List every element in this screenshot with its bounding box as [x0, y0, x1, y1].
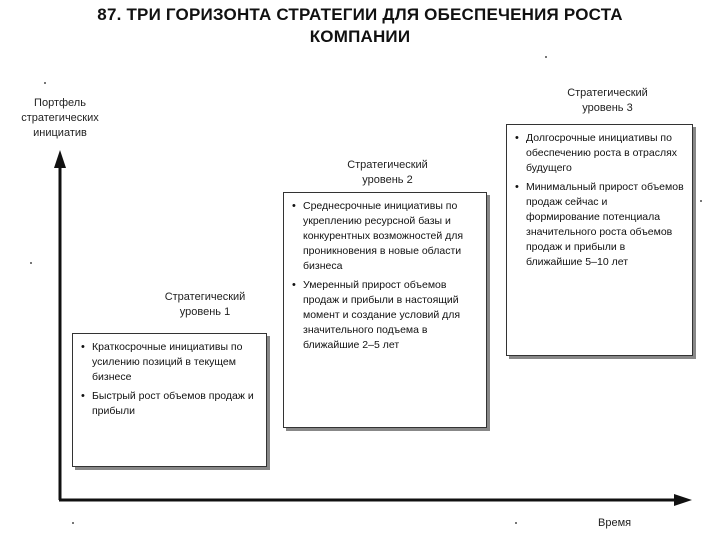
level-3-label-line: уровень 3 — [582, 102, 633, 114]
x-axis-arrow — [674, 494, 692, 506]
scan-speck — [515, 522, 517, 524]
level-1-label-line: уровень 1 — [179, 306, 231, 318]
level-3-label — [525, 86, 690, 116]
scan-speck — [545, 56, 547, 58]
level-1-label-line: Стратегический — [164, 291, 246, 303]
scan-speck — [700, 200, 702, 202]
level-3-item: • Долгосрочные инициативы по обеспечению роста в отраслях будущего — [515, 131, 684, 176]
title-line-1: 87. ТРИ ГОРИЗОНТА СТРАТЕГИИ ДЛЯ ОБЕСПЕЧЕНИЯ РОСТА — [97, 5, 623, 24]
level-1-box — [72, 333, 267, 467]
scan-speck — [72, 522, 74, 524]
level-2-label — [300, 158, 475, 188]
scan-speck — [44, 82, 46, 84]
level-2-item: • Умеренный прирост объемов продаж и прибыли в настоящий момент и создание условий для значительного подъема в ближайшие 2–5 лет — [292, 278, 478, 353]
y-axis-label — [10, 96, 110, 141]
y-axis-label-line: Портфель — [34, 97, 86, 109]
y-axis-label-line: стратегических — [21, 112, 99, 124]
level-3-box — [506, 124, 693, 356]
level-1-item: • Краткосрочные инициативы по усилению позиций в текущем бизнесе — [81, 340, 258, 385]
scan-speck — [30, 262, 32, 264]
level-2-box — [283, 192, 487, 428]
y-axis-label-line: инициатив — [33, 127, 87, 139]
level-2-label-line: уровень 2 — [362, 174, 413, 186]
level-3-item: • Минимальный прирост объемов продаж сейчас и формирование потенциала значительного роста объемов продаж и прибыли в ближайшие 5–10 лет — [515, 180, 684, 270]
x-axis-label: Время — [598, 517, 632, 529]
level-3-label-line: Стратегический — [567, 87, 648, 99]
level-1-label — [110, 290, 300, 320]
level-2-item: • Среднесрочные инициативы по укреплению ресурсной базы и конкурентных возможностей для проникновения в новые области бизнеса — [292, 199, 478, 274]
level-2-label-line: Стратегический — [347, 159, 428, 171]
y-axis-arrow — [54, 150, 66, 168]
level-1-item: • Быстрый рост объемов продаж и прибыли — [81, 389, 258, 419]
title-line-2: КОМПАНИИ — [309, 27, 411, 46]
